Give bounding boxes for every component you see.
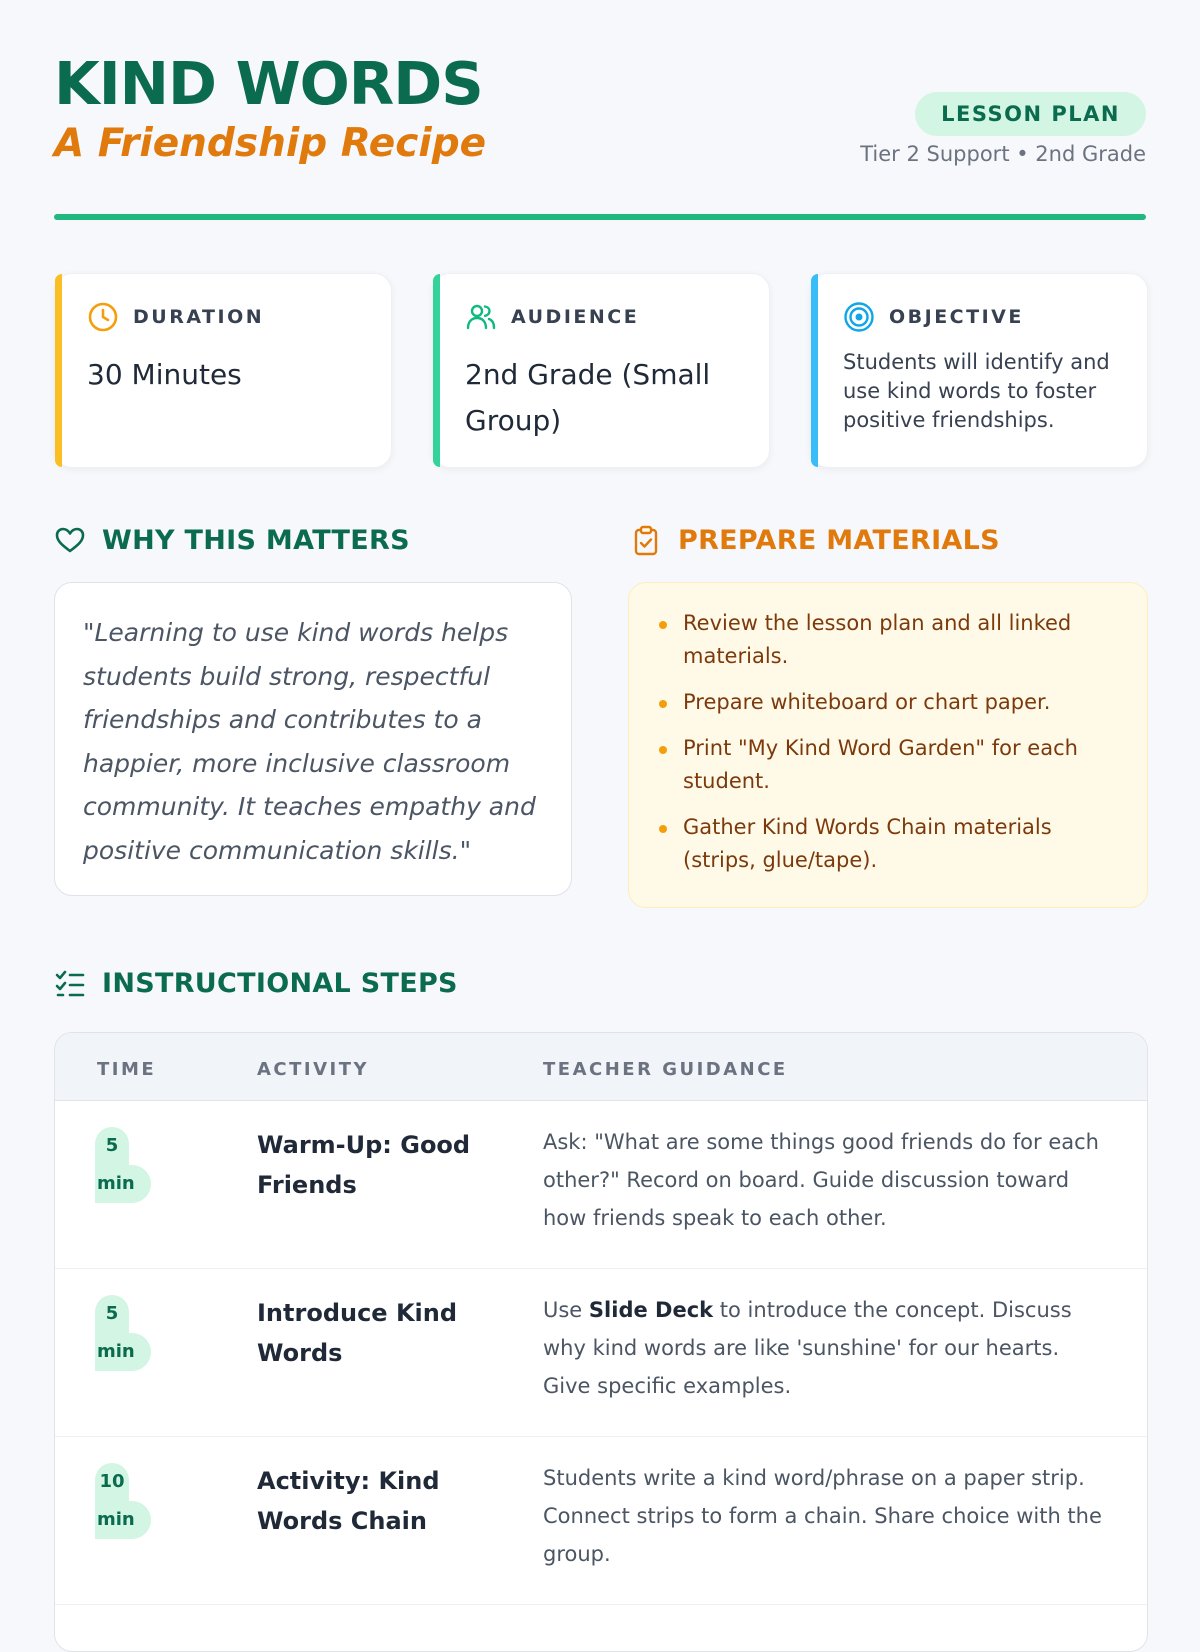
checklist-icon bbox=[54, 967, 86, 999]
time-pill bbox=[95, 1463, 151, 1539]
time-pill bbox=[95, 1295, 151, 1371]
steps-heading-text: INSTRUCTIONAL STEPS bbox=[102, 967, 458, 999]
teacher-guidance: Use Slide Deck to introduce the concept. Discuss why kind words are like 'sunshine' for our hearts. Give specific examples. bbox=[543, 1298, 1072, 1398]
activity-name: Introduce Kind Words bbox=[257, 1299, 458, 1367]
page-title: KIND WORDS bbox=[54, 49, 483, 118]
duration-label: DURATION bbox=[133, 306, 265, 328]
steps-table bbox=[54, 1032, 1148, 1652]
why-quote: "Learning to use kind words helps students build strong, respectful friendships and contributes to a happier, more inclusive classroom community. It teaches empathy and positive communication skills." bbox=[83, 618, 536, 865]
materials-box bbox=[628, 582, 1148, 908]
table-row bbox=[55, 1269, 1147, 1437]
audience-card bbox=[432, 273, 770, 468]
header bbox=[54, 0, 1146, 222]
time-pill bbox=[95, 1127, 151, 1203]
column-header-guidance: TEACHER GUIDANCE bbox=[543, 1059, 788, 1080]
time-unit: min bbox=[95, 1501, 151, 1539]
column-header-activity: ACTIVITY bbox=[257, 1059, 370, 1080]
list-item: Gather Kind Words Chain materials (strips, glue/tape). bbox=[657, 811, 1117, 877]
objective-label: OBJECTIVE bbox=[889, 306, 1024, 328]
teacher-guidance: Students write a kind word/phrase on a paper strip. Connect strips to form a chain. Share choice with the group. bbox=[543, 1466, 1102, 1566]
target-icon bbox=[843, 301, 875, 333]
table-row bbox=[55, 1101, 1147, 1269]
info-cards bbox=[54, 273, 1148, 468]
table-header bbox=[55, 1033, 1147, 1101]
steps-heading bbox=[54, 967, 458, 999]
slide-deck-reference: Slide Deck bbox=[588, 1298, 714, 1322]
why-quote-box bbox=[54, 582, 572, 896]
time-number: 5 bbox=[95, 1295, 129, 1333]
page-subtitle: A Friendship Recipe bbox=[54, 121, 487, 166]
duration-value: 30 Minutes bbox=[87, 358, 242, 391]
objective-card bbox=[810, 273, 1148, 468]
audience-value: 2nd Grade (Small Group) bbox=[465, 358, 711, 437]
list-item: Review the lesson plan and all linked materials. bbox=[657, 607, 1117, 673]
materials-heading bbox=[630, 524, 1000, 556]
audience-label: AUDIENCE bbox=[511, 306, 640, 328]
why-heading bbox=[54, 524, 410, 556]
time-unit: min bbox=[95, 1165, 151, 1203]
list-item: Print "My Kind Word Garden" for each student. bbox=[657, 732, 1117, 798]
time-unit: min bbox=[95, 1333, 151, 1371]
table-row bbox=[55, 1437, 1147, 1605]
time-number: 10 bbox=[95, 1463, 129, 1501]
why-heading-text: WHY THIS MATTERS bbox=[102, 524, 410, 556]
lesson-plan-badge: LESSON PLAN bbox=[915, 92, 1146, 136]
activity-name: Activity: Kind Words Chain bbox=[257, 1467, 440, 1535]
materials-list bbox=[657, 607, 1117, 877]
duration-card bbox=[54, 273, 392, 468]
users-icon bbox=[465, 301, 497, 333]
clock-icon bbox=[87, 301, 119, 333]
objective-value: Students will identify and use kind words to foster positive friendships. bbox=[843, 350, 1110, 432]
materials-heading-text: PREPARE MATERIALS bbox=[678, 524, 1000, 556]
header-divider bbox=[54, 214, 1146, 220]
teacher-guidance: Ask: "What are some things good friends do for each other?" Record on board. Guide discussion toward how friends speak to each other. bbox=[543, 1130, 1099, 1230]
grade-line: Tier 2 Support • 2nd Grade bbox=[860, 142, 1146, 166]
column-header-time: TIME bbox=[97, 1059, 157, 1080]
heart-icon bbox=[54, 524, 86, 556]
clipboard-check-icon bbox=[630, 524, 662, 556]
activity-name: Warm-Up: Good Friends bbox=[257, 1131, 471, 1199]
time-number: 5 bbox=[95, 1127, 129, 1165]
list-item: Prepare whiteboard or chart paper. bbox=[657, 686, 1117, 719]
